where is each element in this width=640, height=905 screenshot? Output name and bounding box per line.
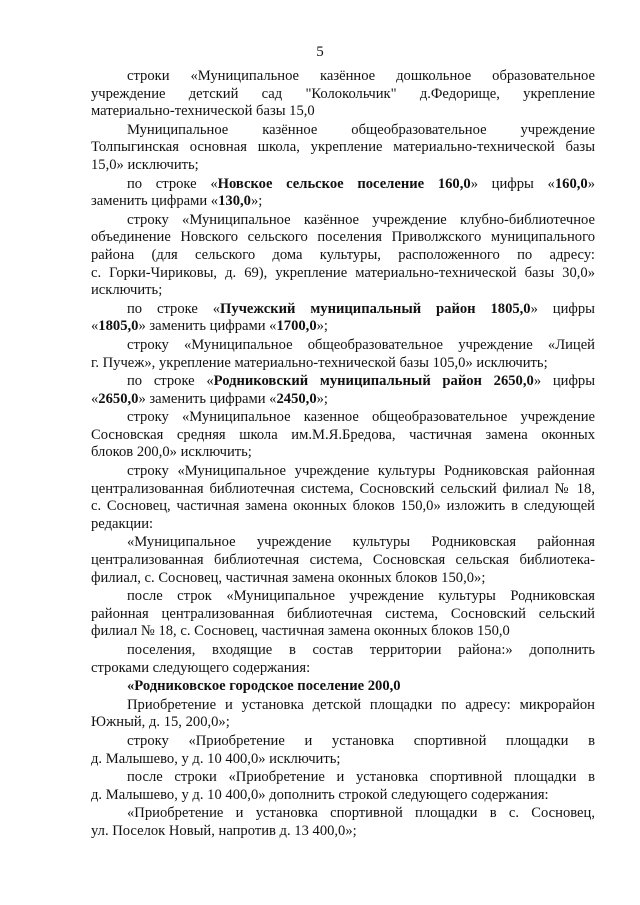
paragraph (91, 301, 595, 336)
text-line: строку «Приобретение и установка спортивной площадки в (127, 732, 595, 749)
text-line: учреждение детский сад "Колокольчик" д.Федорище, укрепление (91, 85, 595, 102)
paragraph (91, 588, 595, 641)
paragraph (91, 373, 595, 408)
text-line: Сосновская средняя школа им.М.Я.Бредова, частичная замена оконных (91, 426, 595, 443)
text-line: строку «Муниципальное казённое учреждение клубно-библиотечное (127, 211, 595, 228)
text-line: «1805,0» заменить цифрами «1700,0»; (91, 318, 328, 335)
paragraph (91, 697, 595, 732)
text-line: после строк «Муниципальное учреждение культуры Родниковская (127, 588, 595, 605)
text-line: Толпыгинская основная школа, укрепление материально-технической базы (91, 139, 595, 156)
text-line: по строке «Родниковский муниципальный район 2650,0» цифры (127, 373, 595, 390)
page-number: 5 (316, 44, 324, 60)
text-line: централизованная библиотечная система, Сосновская сельская библиотека- (91, 552, 595, 569)
paragraph (91, 122, 595, 175)
text-line: по строке «Пучежский муниципальный район 1805,0» цифры (127, 300, 595, 317)
paragraph (91, 769, 595, 804)
paragraph (91, 805, 595, 840)
text-line: «2650,0» заменить цифрами «2450,0»; (91, 390, 328, 407)
text-line: района (для сельского дома культуры, расположенного по адресу: (91, 246, 595, 263)
text-line: после строки «Приобретение и установка спортивной площадки в (127, 769, 595, 786)
text-line: строку «Муниципальное общеобразовательное учреждение «Лицей (127, 336, 595, 353)
text-line: строку «Муниципальное учреждение культуры Родниковская районная (127, 463, 595, 480)
text-line: редакции: (91, 515, 154, 532)
paragraph (91, 176, 595, 211)
text-line: блоков 200,0» исключить; (91, 444, 252, 461)
text-line: строками следующего содержания: (91, 659, 311, 676)
text-line: «Родниковское городское поселение 200,0 (127, 678, 401, 695)
paragraph (91, 534, 595, 587)
text-line: Муниципальное казённое общеобразовательное учреждение (127, 121, 595, 138)
paragraph (91, 642, 595, 677)
document-body (91, 68, 595, 841)
text-line: поселения, входящие в состав территории района:» дополнить (127, 642, 595, 658)
text-line: исключить; (91, 282, 163, 299)
paragraph (91, 409, 595, 462)
text-line: д. Малышево, у д. 10 400,0» исключить; (91, 750, 341, 767)
text-line: г. Пучеж», укрепление материально-технической базы 105,0» исключить; (91, 354, 548, 371)
paragraph (91, 212, 595, 300)
text-line: по строке «Новское сельское поселение 160,0» цифры «160,0» (127, 175, 595, 192)
paragraph (91, 68, 595, 121)
text-line: строку «Муниципальное казенное общеобразовательное учреждение (127, 409, 595, 426)
text-line: Приобретение и установка детской площадки по адресу: микрорайон (127, 696, 595, 713)
paragraph (91, 337, 595, 372)
text-line: ул. Поселок Новый, напротив д. 13 400,0»; (91, 822, 357, 839)
text-line: районная централизованная библиотечная система, Сосновский сельский (91, 605, 595, 622)
text-line: «Приобретение и установка спортивной площадки в с. Сосновец, (127, 805, 595, 822)
paragraph (91, 678, 595, 696)
text-line: д. Малышево, у д. 10 400,0» дополнить строкой следующего содержания: (91, 786, 549, 803)
text-line: с. Сосновец, частичная замена оконных блоков 150,0» изложить в следующей (91, 498, 595, 515)
text-line: материально-технической базы 15,0 (91, 103, 315, 120)
text-line: филиал, с. Сосновец, частичная замена оконных блоков 150,0»; (91, 569, 486, 586)
text-line: «Муниципальное учреждение культуры Родниковская районная (127, 534, 595, 551)
text-line: централизованная библиотечная система, Сосновский сельский филиал № 18, (91, 480, 595, 497)
text-line: 15,0» исключить; (91, 156, 199, 173)
paragraph (91, 733, 595, 768)
text-line: объединение Новского сельского поселения Приволжского муниципального (91, 229, 595, 246)
text-line: с. Горки-Чириковы, д. 69), укрепление материально-технической базы 30,0» (91, 264, 595, 281)
text-line: заменить цифрами «130,0»; (91, 193, 263, 210)
text-line: строки «Муниципальное казённое дошкольное образовательное (127, 68, 595, 84)
text-line: Южный, д. 15, 200,0»; (91, 714, 230, 731)
paragraph (91, 463, 595, 533)
text-line: филиал № 18, с. Сосновец, частичная замена оконных блоков 150,0 (91, 623, 510, 640)
